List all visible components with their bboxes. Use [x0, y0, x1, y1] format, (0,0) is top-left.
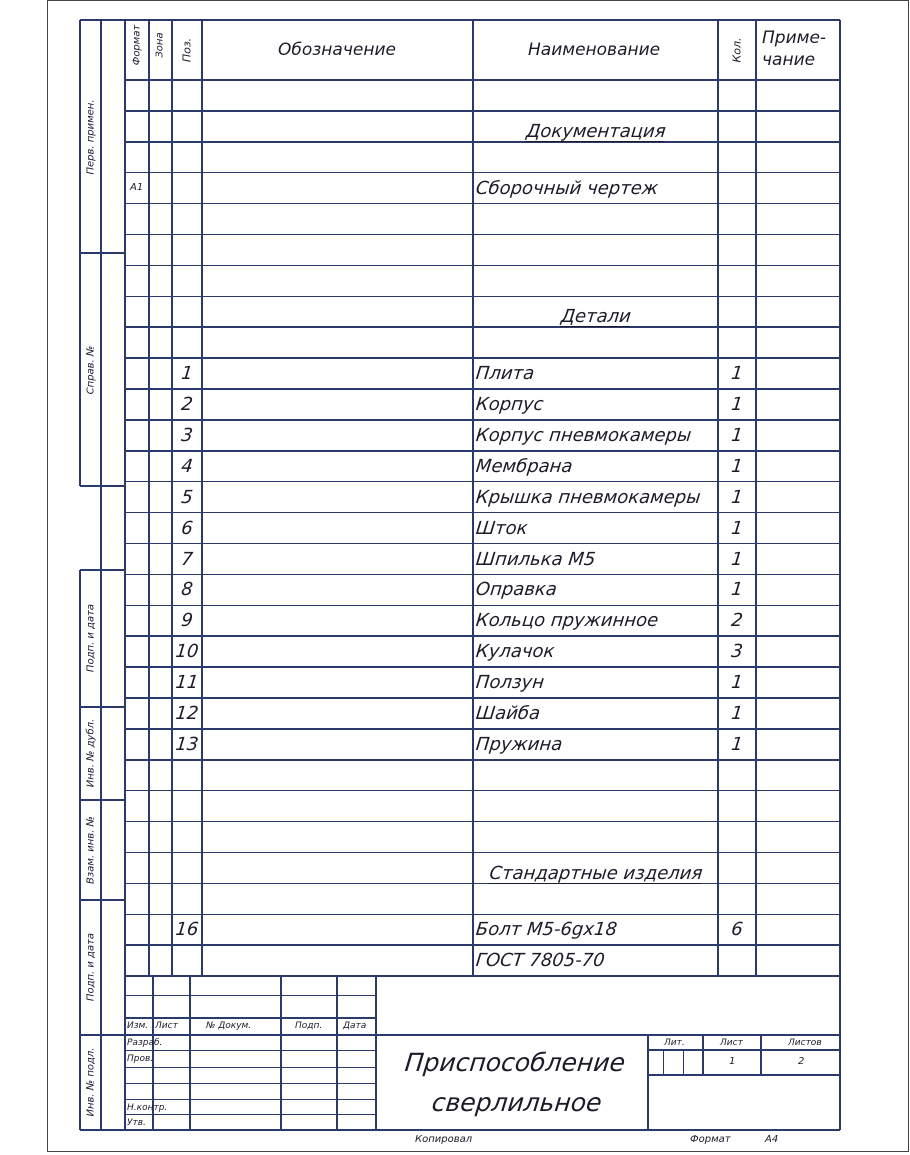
- grid-line: [80, 1034, 125, 1036]
- row-name: Кулачок: [474, 641, 556, 663]
- side-sprav: Справ. №: [85, 345, 97, 395]
- tb-lit-label: Лит.: [664, 1038, 685, 1048]
- grid-line: [124, 976, 126, 1130]
- grid-line: [80, 252, 125, 254]
- tb-sheets-value: 2: [798, 1056, 805, 1067]
- grid-line: [125, 697, 840, 699]
- row-qty: 1: [730, 363, 744, 385]
- header-pos: Поз.: [180, 37, 194, 63]
- row-format: А1: [130, 181, 144, 193]
- grid-line: [125, 914, 840, 916]
- tb-col-list: Лист: [155, 1021, 178, 1031]
- row-position: 10: [174, 641, 200, 663]
- grid-line: [839, 20, 841, 976]
- grid-line: [125, 1067, 376, 1068]
- grid-line: [100, 20, 102, 1130]
- row-qty: 1: [730, 703, 744, 724]
- grid-line: [125, 1099, 376, 1100]
- side-inv-dubl: Инв. № дубл.: [85, 718, 97, 788]
- grid-line: [125, 995, 376, 996]
- footer-copied: Копировал: [415, 1134, 473, 1145]
- grid-line: [683, 1050, 684, 1075]
- section-heading: Детали: [559, 306, 632, 328]
- row-name: Шпилька М5: [474, 548, 597, 570]
- grid-line: [124, 20, 126, 976]
- header-qty: Кол.: [730, 37, 744, 63]
- tb-n-kontr: Н.контр.: [127, 1103, 168, 1113]
- grid-line: [125, 141, 840, 143]
- grid-line: [125, 1114, 376, 1115]
- grid-line: [648, 1049, 840, 1051]
- row-position: 4: [180, 455, 194, 477]
- side-vzam-inv: Взам. инв. №: [85, 816, 97, 884]
- grid-line: [125, 203, 840, 205]
- grid-line: [125, 635, 840, 637]
- row-position: 1: [180, 363, 194, 385]
- grid-line: [80, 569, 125, 571]
- section-heading: Стандартные изделия: [487, 862, 704, 884]
- grid-line: [125, 1083, 376, 1084]
- row-position: 12: [174, 703, 200, 724]
- grid-line: [125, 357, 840, 359]
- row-qty: 2: [730, 610, 744, 632]
- header-designation: Обозначение: [278, 40, 396, 60]
- tb-title-line1: Приспособление: [403, 1048, 627, 1077]
- grid-line: [80, 799, 125, 801]
- row-qty: 1: [730, 486, 744, 508]
- tb-title-line2: сверлильное: [430, 1088, 604, 1117]
- grid-line: [80, 706, 125, 708]
- grid-line: [148, 20, 150, 976]
- row-position: 16: [174, 919, 200, 941]
- grid-line: [189, 976, 191, 1130]
- tb-col-podp: Подп.: [295, 1021, 323, 1031]
- grid-line: [125, 574, 840, 576]
- row-qty: 1: [730, 517, 744, 539]
- grid-line: [125, 1129, 840, 1131]
- grid-line: [125, 450, 840, 452]
- grid-line: [760, 1035, 762, 1075]
- grid-line: [80, 1129, 125, 1131]
- row-position: 8: [180, 579, 194, 601]
- grid-line: [125, 110, 840, 112]
- grid-line: [336, 976, 338, 1130]
- tb-prov: Пров.: [127, 1054, 154, 1064]
- row-position: 7: [180, 548, 194, 570]
- row-name: Мембрана: [474, 455, 574, 477]
- header-name: Наименование: [528, 40, 661, 60]
- grid-line: [125, 481, 840, 483]
- row-name: Оправка: [474, 579, 559, 601]
- tb-sheet-label: Лист: [720, 1038, 743, 1048]
- row-name: Корпус: [474, 394, 545, 415]
- section-heading: Документация: [524, 120, 667, 142]
- grid-line: [839, 976, 841, 1130]
- grid-line: [125, 543, 840, 545]
- side-perv-primen: Перв. примен.: [85, 99, 97, 175]
- grid-line: [125, 728, 840, 730]
- grid-line: [648, 1074, 840, 1076]
- grid-line: [125, 326, 840, 328]
- grid-line: [125, 759, 840, 761]
- tb-sheet-value: 1: [729, 1056, 736, 1067]
- header-zone: Зона: [154, 32, 166, 58]
- row-qty: 6: [730, 919, 744, 941]
- row-name: Плита: [474, 363, 536, 385]
- header-format: Формат: [131, 24, 143, 66]
- row-qty: 3: [730, 641, 744, 663]
- row-name: Ползун: [474, 672, 546, 694]
- grid-line: [125, 1050, 376, 1051]
- row-position: 5: [180, 486, 194, 508]
- row-qty: 1: [730, 672, 744, 694]
- side-podp-data-1: Подп. и дата: [85, 603, 97, 673]
- row-qty: 1: [730, 455, 744, 477]
- grid-line: [125, 19, 840, 21]
- grid-line: [125, 944, 840, 946]
- side-inv-podl: Инв. № подл.: [85, 1047, 97, 1117]
- row-qty: 1: [730, 548, 744, 570]
- row-name: Крышка пневмокамеры: [474, 486, 702, 508]
- tb-razrab: Разраб.: [127, 1038, 163, 1048]
- grid-line: [125, 975, 840, 977]
- grid-line: [125, 666, 840, 668]
- grid-line: [171, 20, 173, 976]
- grid-line: [80, 19, 125, 21]
- grid-line: [125, 388, 840, 390]
- row-position: 11: [174, 672, 200, 694]
- grid-line: [79, 570, 81, 1130]
- grid-line: [125, 883, 840, 885]
- row-position: 3: [180, 424, 194, 446]
- row-position: 13: [174, 733, 200, 755]
- tb-col-docum: № Докум.: [206, 1021, 252, 1031]
- grid-line: [80, 485, 125, 487]
- row-qty: 1: [730, 733, 744, 755]
- footer-format-value: А4: [765, 1134, 779, 1145]
- grid-line: [125, 172, 840, 174]
- row-name: Шток: [474, 517, 529, 539]
- tb-utv: Утв.: [127, 1118, 146, 1128]
- grid-line: [472, 20, 474, 976]
- grid-line: [125, 852, 840, 854]
- row-qty: 1: [730, 579, 744, 601]
- footer-format-label: Формат: [690, 1134, 731, 1145]
- grid-line: [755, 20, 757, 976]
- row-name: Корпус пневмокамеры: [474, 424, 693, 446]
- grid-line: [125, 1034, 840, 1036]
- grid-line: [125, 1017, 376, 1019]
- row-position: 2: [180, 394, 194, 415]
- row-position: 6: [180, 517, 194, 539]
- grid-line: [80, 899, 125, 901]
- grid-line: [375, 976, 377, 1130]
- grid-line: [125, 79, 840, 81]
- row-name: Сборочный чертеж: [474, 177, 660, 199]
- tb-col-data: Дата: [343, 1021, 367, 1031]
- grid-line: [663, 1050, 664, 1075]
- row-qty: 1: [730, 394, 744, 415]
- row-name: Кольцо пружинное: [474, 610, 660, 632]
- grid-line: [125, 821, 840, 823]
- grid-line: [79, 20, 81, 486]
- grid-line: [717, 20, 719, 976]
- grid-line: [280, 976, 282, 1130]
- grid-line: [125, 419, 840, 421]
- side-podp-data-2: Подп. и дата: [85, 932, 97, 1002]
- header-note: Приме- чание: [762, 28, 827, 70]
- grid-line: [702, 1035, 704, 1075]
- row-name: Пружина: [474, 733, 564, 755]
- row-name: Болт М5-6gx18: [474, 919, 619, 941]
- grid-line: [125, 512, 840, 514]
- grid-line: [125, 605, 840, 607]
- grid-line: [125, 296, 840, 298]
- row-qty: 1: [730, 424, 744, 446]
- grid-line: [201, 20, 203, 976]
- tb-col-izm: Изм.: [127, 1021, 149, 1031]
- grid-line: [125, 234, 840, 236]
- row-position: 9: [180, 610, 194, 632]
- tb-sheets-label: Листов: [788, 1038, 822, 1048]
- row-name: Шайба: [474, 703, 542, 724]
- grid-line: [125, 790, 840, 792]
- row-name: ГОСТ 7805-70: [474, 950, 606, 972]
- grid-line: [125, 265, 840, 267]
